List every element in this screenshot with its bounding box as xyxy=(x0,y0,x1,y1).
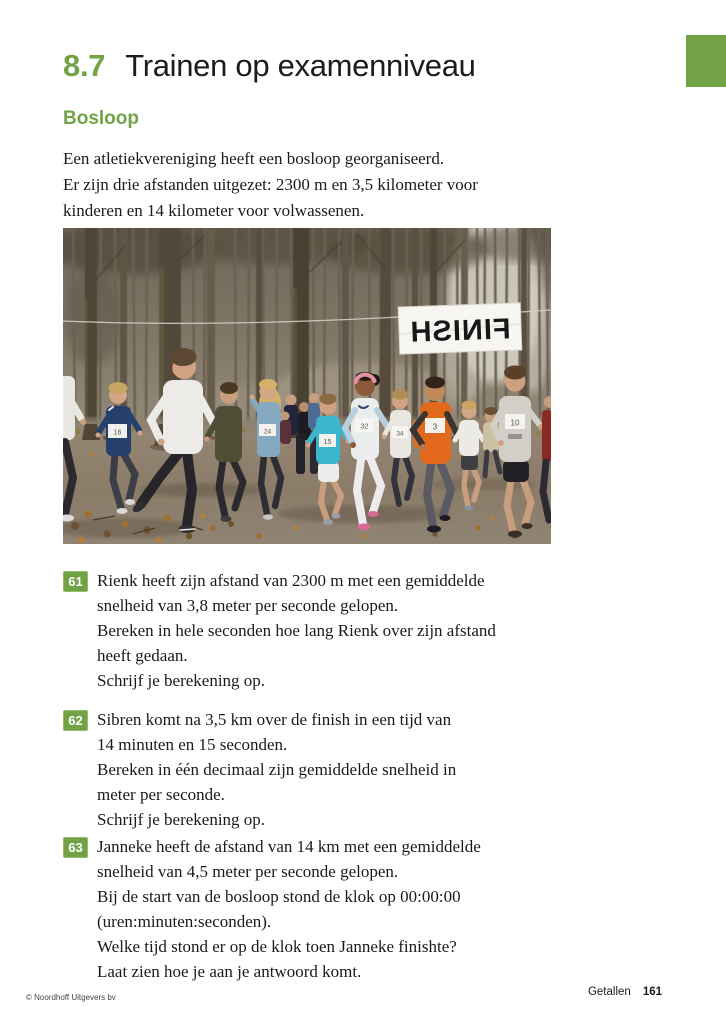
bib-number: 10 xyxy=(510,418,520,428)
exercise-line: (uren:minuten:seconden). xyxy=(97,912,272,931)
exercise-61 xyxy=(63,568,538,693)
bib-number: 3 xyxy=(432,422,438,432)
page-title xyxy=(63,48,663,84)
exercise-line: Bij de start van de bosloop stond de klok op 00:00:00 xyxy=(97,887,461,906)
exercise-62 xyxy=(63,707,538,832)
race-photo xyxy=(63,228,551,544)
intro-line: Er zijn drie afstanden uitgezet: 2300 m en 3,5 kilometer voor xyxy=(63,175,478,194)
intro-line: Een atletiekvereniging heeft een bosloop georganiseerd. xyxy=(63,149,445,168)
exercise-line: Bereken in hele seconden hoe lang Rienk over zijn afstand xyxy=(97,621,496,640)
exercise-text xyxy=(97,568,496,693)
exercise-63 xyxy=(63,834,538,984)
exercise-line: snelheid van 3,8 meter per seconde gelopen. xyxy=(97,596,399,615)
footer-copyright: © Noordhoff Uitgevers bv xyxy=(26,993,116,1002)
exercise-line: heeft gedaan. xyxy=(97,646,188,665)
exercise-number-badge: 62 xyxy=(63,710,88,731)
intro-paragraph xyxy=(63,146,533,224)
exercise-line: Rienk heeft zijn afstand van 2300 m met een gemiddelde xyxy=(97,571,485,590)
subheading: Bosloop xyxy=(63,108,139,129)
footer-chapter: Getallen xyxy=(587,986,631,998)
exercise-line: meter per seconde. xyxy=(97,785,225,804)
exercise-text xyxy=(97,834,481,984)
finish-banner-text: FINISH xyxy=(409,313,512,349)
exercise-line: 14 minuten en 15 seconden. xyxy=(97,735,288,754)
chapter-tab xyxy=(686,35,726,87)
exercise-text xyxy=(97,707,456,832)
exercise-line: Bereken in één decimaal zijn gemiddelde snelheid in xyxy=(97,760,457,779)
footer-page-number: 161 xyxy=(642,986,662,998)
section-number: 8.7 xyxy=(63,48,106,83)
bib-number: 24 xyxy=(263,428,272,436)
exercise-line: Schrijf je berekening op. xyxy=(97,671,266,690)
footer-right xyxy=(588,986,662,998)
exercise-number-badge: 63 xyxy=(63,837,88,858)
bib-number: 32 xyxy=(360,423,369,431)
exercise-line: Sibren komt na 3,5 km over de finish in een tijd van xyxy=(97,710,452,729)
exercise-line: snelheid van 4,5 meter per seconde gelopen. xyxy=(97,862,399,881)
exercise-line: Welke tijd stond er op de klok toen Janneke finishte? xyxy=(97,937,457,956)
bib-number: 16 xyxy=(113,429,122,437)
bib-number: 15 xyxy=(323,439,332,446)
exercise-line: Laat zien hoe je aan je antwoord komt. xyxy=(97,962,362,981)
intro-line: kinderen en 14 kilometer voor volwassenen. xyxy=(63,201,365,220)
finish-banner xyxy=(398,303,522,354)
exercise-line: Janneke heeft de afstand van 14 km met een gemiddelde xyxy=(97,837,481,856)
exercise-line: Schrijf je berekening op. xyxy=(97,810,266,829)
exercise-number-badge: 61 xyxy=(63,571,88,592)
bib-number: 34 xyxy=(396,430,404,438)
section-title: Trainen op examenniveau xyxy=(125,48,476,83)
